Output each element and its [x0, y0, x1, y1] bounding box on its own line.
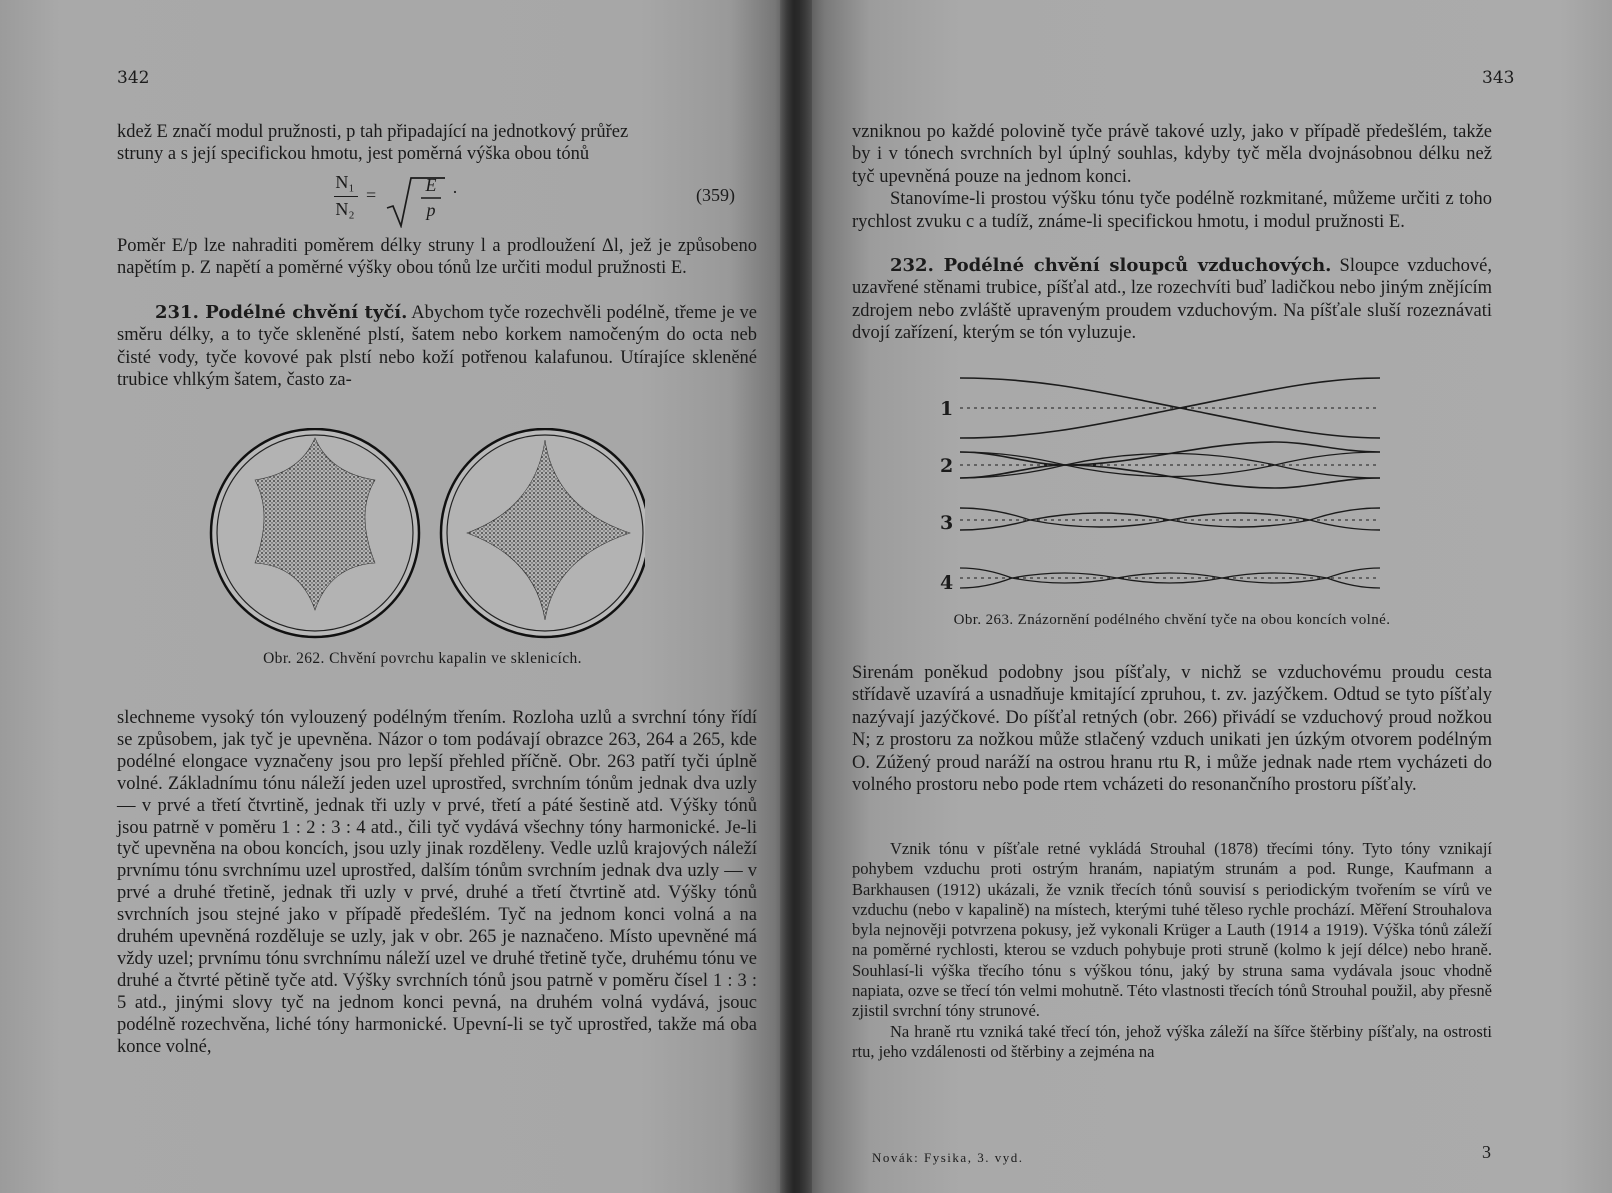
glass-right-icon: [441, 429, 645, 637]
equation-denominator-left: N₂: [335, 199, 355, 219]
footer-sheet-number: 3: [1482, 1142, 1491, 1162]
section-text: Abychom tyče rozechvěli podélně, třeme je ve směru délky, a to tyče skleněné plstí, šatem nebo korkem namočeným do octa neb čisté vody, tyče kovové pak plstí nebo koží potřenou kalafunou. Utírajíce skleněné trubice vhlkým šatem, často za-: [117, 303, 757, 391]
figure-262-caption: Obr. 262. Chvění povrchu kapalin ve sklenicích.: [263, 650, 582, 667]
mode-2-curves: [960, 442, 1380, 488]
equation-numerator-left: N₁: [335, 172, 355, 192]
equation-number: (359): [696, 185, 735, 205]
equation-equals: =: [366, 185, 377, 205]
continuation-paragraph: [117, 708, 757, 1059]
paragraph-sirens: [852, 662, 1492, 796]
paragraph-text: Vznik tónu v píšťale retné vykládá Strouhal (1878) třecími tóny. Tyto tóny vznikají pohybem vzduchu proti ostrým hranám, napiatým strunám a pod. Runge, Kaufmann a Barkhausen (1912) ukázali, že vznik třecích tónů souvisí s periodickým tvořením se vírů ve vzduchu (nebo v kapalině) na místech, kterými tuhé těleso rychle prochází. Měření Strouhalova byla nejnověji potvrzena pokusy, jež vykonali Krüger a Lauth (1914 a 1919). Výška tónů záleží na poměrné rychlosti, kterou se vzduch pohybuje proti struně (kolmo k její délce) nebo hraně. Souhlasí-li výška třecího tónu s výškou tónu, jaký by struna sama vydávala jsouc vhodně napiata, ozve se třecí tón velmi mohutně. Této vlastnosti třecích tónů Strouhal použil, aby přesně zjistil svrchní tóny strunové.: [852, 839, 1492, 1021]
paragraph-strouhal: [852, 839, 1492, 1062]
mode-4-curves: [960, 568, 1380, 588]
paragraph-ratio: [117, 235, 757, 280]
right-page: [800, 0, 1612, 1193]
text-line: kdež E značí modul pružnosti, p tah připadající na jednotkový průřez: [117, 122, 629, 142]
paragraph-text: vzniknou po každé polovině tyče právě takové uzly, jako v případě předešlém, takže by i v tónech svrchních byl úplný souhlas, kdyby tyč měla dvojnásobnou délku než tyč upevněná pouze na jednom konci.: [852, 122, 1492, 187]
mode-label: 3: [940, 512, 954, 534]
equation-numerator-right: E: [425, 175, 437, 195]
equation-359: [330, 172, 770, 228]
figure-263-caption: Obr. 263. Znázornění podélného chvění tyče na obou koncích volné.: [953, 612, 1391, 628]
footer-signature: Novák: Fysika, 3. vyd.: [872, 1150, 1024, 1165]
mode-label: 2: [940, 455, 954, 477]
paragraph-text: Stanovíme-li prostou výšku tónu tyče podélně rozkmitané, můžeme určiti z toho rychlost zvuku c a tudíž, známe-li specifickou hmotu, i modul pružnosti E.: [852, 189, 1492, 232]
left-page: [0, 0, 792, 1193]
book-spine: [780, 0, 812, 1193]
paragraph-text: Sirenám poněkud podobny jsou píšťaly, v nichž se vzduchovému proudu cesta střídavě uzavírá a usnadňuje kmitající zpruhou, t. zv. jazýčkem. Odtud se tyto píšťaly nazývají jazýčkové. Do píšťal retných (obr. 266) přivádí se vzduchový proud nožkou N; z prostoru za nožkou může stlačený vzduch unikati jen úzkým otvorem podélným O. Zúžený proud naráží na ostrou hranu rtu R, i může jednak nade rtem vycházeti do volného prostoru nebo pode rtem vcházeti do resonančního prostoru píšťaly.: [852, 663, 1492, 796]
page-number: 342: [117, 68, 150, 88]
text-line: struny a s její specifickou hmotu, jest poměrná výška obou tónů: [117, 144, 590, 165]
intro-text: [117, 121, 757, 166]
top-paragraph: [852, 121, 1492, 233]
mode-3-curves: [960, 508, 1380, 530]
section-heading: 231. Podélné chvění tyčí.: [155, 302, 408, 323]
fraction-bar: [334, 196, 358, 197]
mode-1-curves: [960, 378, 1380, 438]
equation-denominator-right: p: [426, 200, 436, 220]
paragraph-text: slechneme vysoký tón vylouzený podélným třením. Rozloha uzlů a svrchní tóny řídí se způsobem, jak tyč je upevněna. Názor o tom podávají obrazce 263, 264 a 265, kde podélné elongace vyznačeny jsou pro lepší přehled příčně. Obr. 263 patří tyči úplně volné. Základnímu tónu náleží jeden uzel uprostřed, svrchním tónům jednak dva uzly — v prvé a třetí čtvrtině, jednak tři uzly v prvé, třetí a páté šestině atd. Výšky tónů jsou patrně v poměru 1 : 2 : 3 : 4 atd., čili tyč vydává všechny tóny harmonické. Je-li tyč upevněna na obou koncích, jsou uzly jinak rozděleny. Vedle uzlů krajových náleží prvnímu tónu svrchnímu uzel uprostřed, dalším tónům svrchním jednak dva uzly — v prvé a druhé třetině, jednak tři uzly v prvé, druhé a třetí čtvrtině atd. Výšky tónů svrchních jsou stejné jako v případě předešlém. Tyč na jednom konci volná a na druhém upevněná rozděluje se uzly, jak v obr. 265 je naznačeno. Místo upevněné má vždy uzel; prvnímu tónu svrchnímu náleží uzel ve druhé třetině tyče, druhému tónu ve druhé a čtvrté pětině tyče atd. Výšky svrchních tónů jsou patrně v poměru čísel 1 : 3 : 5 atd., jinými slovy tyč na jednom konci pevná, na druhém volná vydává, jsouc podélně rozechvěna, liché tóny harmonické. Upevní-li se tyč uprostřed, takže má oba konce volné,: [117, 708, 757, 1057]
paragraph-text: Na hraně rtu vzniká také třecí tón, jehož výška záleží na šířce štěrbiny píšťaly, na ostrosti rtu, jeho vzdálenosti od štěrbiny a zejména na: [852, 1021, 1492, 1061]
page-number: 343: [1482, 68, 1515, 88]
glass-left-icon: [211, 429, 419, 637]
paragraph-text: Poměr E/p lze nahraditi poměrem délky struny l a prodloužení Δl, jež je způsobeno napětím p. Z napětí a poměrné výšky obou tónů lze určiti modul pružnosti E.: [117, 236, 757, 279]
mode-label: 1: [940, 398, 954, 420]
section-heading: 232. Podélné chvění sloupců vzduchových.: [890, 255, 1332, 276]
equation-dot: ·: [452, 182, 458, 202]
figure-263-illustration: [960, 370, 1400, 600]
mode-label: 4: [940, 572, 954, 594]
figure-262-illustration: [205, 428, 645, 646]
section-232: [852, 255, 1492, 345]
section-text: Sloupce vzduchové, uzavřené stěnami trubice, píšťal atd., lze rozechvíti buď ladičkou nebo jiným znějícím zdrojem nebo zvláště upraveným proudem vzduchovým. Na píšťale sluší rozeznávati dvojí zařízení, kterým se tón vyluzuje.: [852, 256, 1492, 344]
section-231: [117, 302, 757, 392]
